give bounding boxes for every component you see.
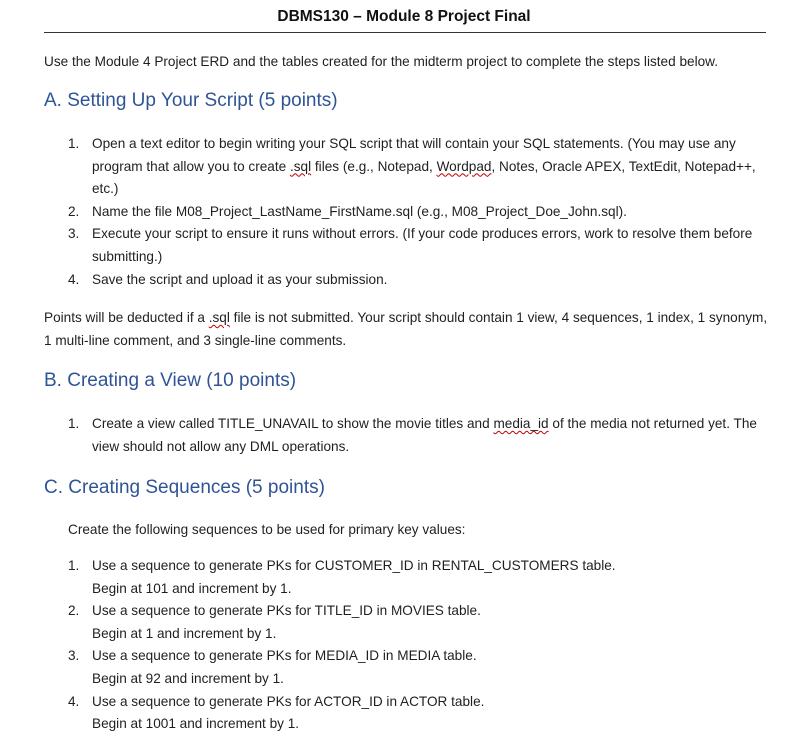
title-divider	[44, 32, 766, 33]
item-line: Begin at 101 and increment by 1.	[92, 580, 292, 596]
list-item	[68, 269, 768, 292]
item-line: Use a sequence to generate PKs for MEDIA_ID in MEDIA table.	[92, 648, 477, 664]
sequences-intro: Create the following sequences to be used for primary key values:	[68, 522, 466, 537]
item-line: Begin at 92 and increment by 1.	[92, 670, 284, 686]
section-a-list	[68, 133, 768, 291]
spellcheck-word: Wordpad	[436, 158, 492, 174]
list-item	[68, 223, 768, 268]
item-text: Name the file M08_Project_LastName_FirstName.sql (e.g., M08_Project_Doe_John.sql).	[92, 203, 627, 219]
list-number: 4.	[68, 693, 80, 709]
spellcheck-word: media_id	[493, 416, 549, 431]
section-a-heading: A. Setting Up Your Script (5 points)	[44, 90, 338, 111]
list-item	[68, 555, 768, 600]
item-text: Open a text editor to begin writing your SQL script that will contain your SQL statements. (You may use any program that allow you to create .sql files (e.g., Notepad, Wordpad, Notes, Oracle APEX, TextEdit, Notepad++, etc.)	[92, 136, 756, 197]
item-line: Use a sequence to generate PKs for TITLE_ID in MOVIES table.	[92, 603, 481, 619]
section-c-heading: C. Creating Sequences (5 points)	[44, 477, 325, 498]
list-number: 3.	[68, 648, 80, 664]
list-item	[68, 413, 768, 458]
list-number: 2.	[68, 203, 80, 219]
item-line: Begin at 1 and increment by 1.	[92, 625, 277, 641]
list-item	[68, 133, 768, 201]
list-number: 2.	[68, 603, 80, 619]
item-line: Use a sequence to generate PKs for ACTOR_ID in ACTOR table.	[92, 693, 485, 709]
document-title: DBMS130 – Module 8 Project Final	[277, 8, 531, 25]
list-item	[68, 691, 768, 736]
item-text: Execute your script to ensure it runs without errors. (If your code produces errors, work to resolve them before submitting.)	[92, 226, 753, 264]
points-deduction-note: Points will be deducted if a .sql file is not submitted. Your script should contain 1 view, 4 sequences, 1 index, 1 synonym, 1 multi-line comment, and 3 single-line comments.	[44, 310, 768, 348]
intro-paragraph: Use the Module 4 Project ERD and the tables created for the midterm project to complete the steps listed below.	[44, 54, 718, 69]
spellcheck-word: .sql	[208, 310, 230, 325]
list-number: 4.	[68, 271, 80, 287]
section-b-list	[68, 413, 768, 458]
list-number: 1.	[68, 416, 80, 431]
list-item	[68, 600, 768, 645]
item-text: Create a view called TITLE_UNAVAIL to show the movie titles and media_id of the media not returned yet. The view should not allow any DML operations.	[92, 416, 757, 454]
section-b-heading: B. Creating a View (10 points)	[44, 370, 297, 391]
item-text: Save the script and upload it as your submission.	[92, 271, 388, 287]
list-number: 1.	[68, 136, 80, 151]
item-line: Use a sequence to generate PKs for CUSTOMER_ID in RENTAL_CUSTOMERS table.	[92, 558, 616, 573]
list-number: 1.	[68, 558, 80, 573]
section-c-list	[68, 555, 768, 736]
list-item	[68, 201, 768, 224]
list-item	[68, 645, 768, 690]
list-number: 3.	[68, 226, 80, 242]
item-line: Begin at 1001 and increment by 1.	[92, 716, 300, 732]
spellcheck-word: .sql	[289, 158, 312, 174]
